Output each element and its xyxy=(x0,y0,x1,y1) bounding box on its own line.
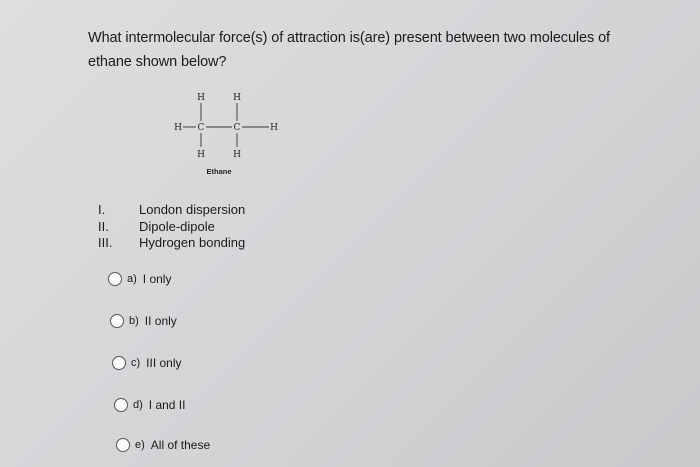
atom-h-left: H xyxy=(174,123,182,133)
ethane-structure xyxy=(168,88,298,180)
question-line-1: What intermolecular force(s) of attraction is(are) present between two molecules of xyxy=(88,30,610,46)
option-text: All of these xyxy=(150,438,211,452)
statement-text: London dispersion xyxy=(139,202,246,217)
option-a[interactable] xyxy=(108,272,171,286)
option-c[interactable] xyxy=(112,356,182,370)
option-d[interactable] xyxy=(114,398,185,412)
radio-button-e[interactable] xyxy=(116,438,130,452)
option-b[interactable] xyxy=(110,314,177,328)
statement-item xyxy=(98,235,245,252)
option-text: I only xyxy=(142,272,172,286)
option-letter: d) xyxy=(133,399,143,411)
radio-button-b[interactable] xyxy=(110,314,124,328)
option-text: II only xyxy=(144,314,177,328)
radio-button-d[interactable] xyxy=(114,398,128,412)
atom-c-left: C xyxy=(197,123,205,133)
atom-h-right: H xyxy=(270,123,278,133)
radio-button-c[interactable] xyxy=(112,356,126,370)
option-letter: e) xyxy=(135,439,145,451)
atom-h-top-right: H xyxy=(233,93,241,103)
molecule-caption: Ethane xyxy=(206,167,232,176)
statement-text: Hydrogen bonding xyxy=(139,235,246,250)
statement-list xyxy=(98,202,245,252)
statement-number: I. xyxy=(98,202,106,217)
ethane-structure-diagram xyxy=(168,88,298,180)
atom-h-top-left: H xyxy=(197,93,205,103)
statement-number: III. xyxy=(98,235,113,250)
statement-number: II. xyxy=(98,218,109,234)
question-line-2: ethane shown below? xyxy=(88,54,227,70)
option-letter: b) xyxy=(129,315,139,327)
option-letter: c) xyxy=(131,357,141,369)
question-text xyxy=(88,26,668,74)
statement-item xyxy=(98,202,245,219)
atom-h-bottom-right: H xyxy=(233,150,241,160)
option-text: I and II xyxy=(148,398,186,412)
option-letter: a) xyxy=(127,273,137,285)
statement-text: Dipole-dipole xyxy=(139,218,215,234)
atom-h-bottom-left: H xyxy=(197,150,205,160)
option-e[interactable] xyxy=(116,438,210,452)
option-text: III only xyxy=(146,356,182,370)
atom-c-right: C xyxy=(233,123,241,133)
radio-button-a[interactable] xyxy=(108,272,122,286)
statement-item xyxy=(98,219,245,236)
